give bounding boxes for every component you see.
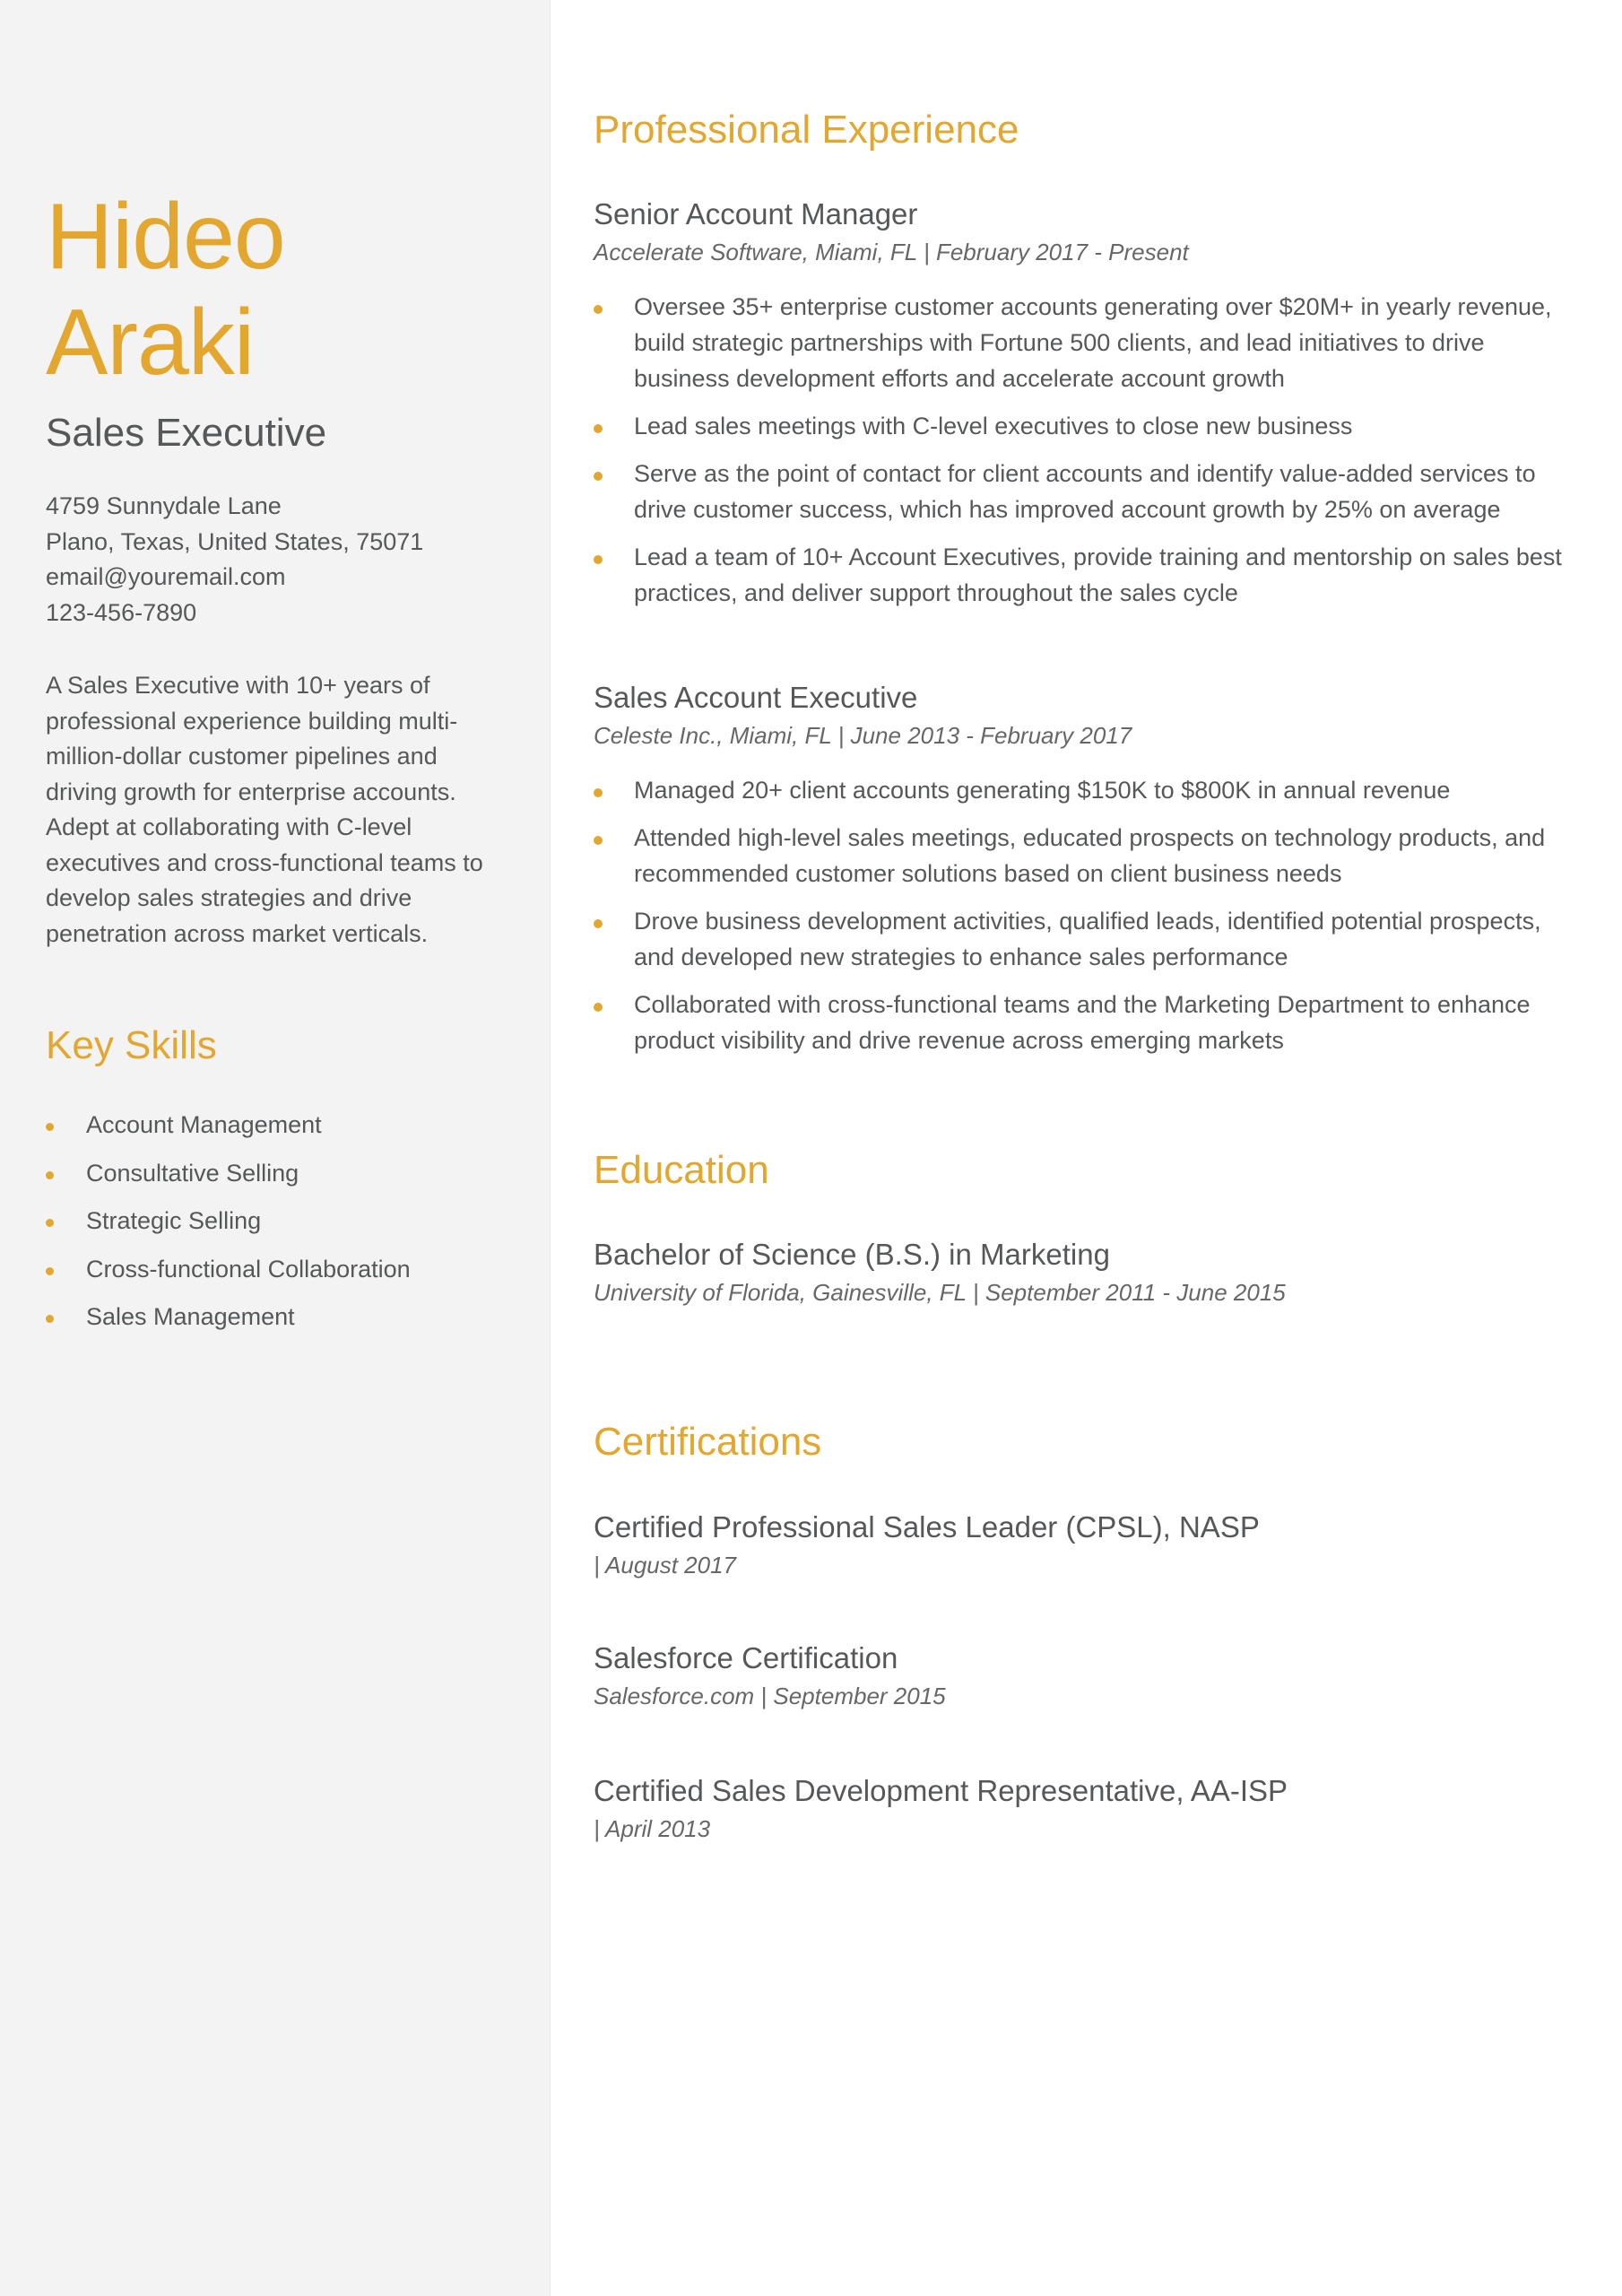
bullet-item: Oversee 35+ enterprise customer accounts generating over $20M+ in yearly revenue, build strategic partnerships with Fortune 500 clients, and lead initiatives to drive business development efforts and accelerate account growth <box>594 289 1580 396</box>
education-heading: Education <box>594 1148 769 1192</box>
certification-name: Salesforce Certification <box>594 1641 898 1674</box>
job-bullets <box>594 289 1580 611</box>
bullet-item: Lead a team of 10+ Account Executives, provide training and mentorship on sales best practices, and deliver support throughout the sales cycle <box>594 539 1580 611</box>
skill-item: Account Management <box>46 1108 411 1156</box>
skill-item: Cross-functional Collaboration <box>46 1252 411 1300</box>
experience-heading: Professional Experience <box>594 108 1019 152</box>
email: email@youremail.com <box>46 563 286 590</box>
address-line-2: Plano, Texas, United States, 75071 <box>46 527 424 555</box>
professional-summary: A Sales Executive with 10+ years of professional experience building multi-million-dollar customer pipelines and driving growth for enterprise accounts. Adept at collaborating with C-level executives and cross-functional teams to develop sales strategies and drive penetration across market verticals. <box>46 672 483 947</box>
skills-list <box>46 1108 411 1348</box>
bullet-item: Managed 20+ client accounts generating $150K to $800K in annual revenue <box>594 772 1580 808</box>
certification-meta: | August 2017 <box>594 1552 737 1578</box>
skill-item: Strategic Selling <box>46 1204 411 1252</box>
bullet-item: Serve as the point of contact for client accounts and identify value-added services to drive customer success, which has improved account growth by 25% on average <box>594 456 1580 527</box>
certifications-section <box>594 1415 1580 1469</box>
address-line-1: 4759 Sunnydale Lane <box>46 492 282 519</box>
education-section <box>594 1144 1580 1197</box>
education-entry <box>594 1234 1580 1309</box>
job-meta: Celeste Inc., Miami, FL | June 2013 - February 2017 <box>594 722 1132 749</box>
candidate-name <box>46 184 285 396</box>
certification-entry <box>594 1638 1580 1713</box>
skill-item: Sales Management <box>46 1300 411 1348</box>
phone: 123-456-7890 <box>46 598 197 626</box>
bullet-item: Collaborated with cross-functional teams and the Marketing Department to enhance product visibility and drive revenue across emerging markets <box>594 987 1580 1058</box>
job-title: Sales Executive <box>46 411 327 455</box>
sidebar <box>0 0 551 2296</box>
job-meta: Accelerate Software, Miami, FL | February 2017 - Present <box>594 239 1189 265</box>
education-meta: University of Florida, Gainesville, FL | September 2011 - June 2015 <box>594 1279 1286 1306</box>
bullet-item: Attended high-level sales meetings, educated prospects on technology products, and recommended customer solutions based on client business needs <box>594 820 1580 891</box>
experience-section <box>594 103 1580 157</box>
job-entry <box>594 194 1580 622</box>
first-name: Hideo <box>46 185 285 289</box>
degree-title: Bachelor of Science (B.S.) in Marketing <box>594 1238 1110 1271</box>
main-content <box>594 0 1580 2296</box>
key-skills-heading: Key Skills <box>46 1023 217 1067</box>
certification-entry <box>594 1507 1580 1582</box>
job-bullets <box>594 772 1580 1058</box>
bullet-item: Lead sales meetings with C-level executives to close new business <box>594 408 1580 444</box>
certification-name: Certified Professional Sales Leader (CPSL), NASP <box>594 1510 1260 1544</box>
last-name: Araki <box>46 291 254 395</box>
certification-name: Certified Sales Development Representative, AA-ISP <box>594 1774 1288 1807</box>
job-role-title: Sales Account Executive <box>594 681 918 714</box>
contact-info <box>46 489 423 631</box>
certification-meta: Salesforce.com | September 2015 <box>594 1683 946 1709</box>
certifications-heading: Certifications <box>594 1420 822 1464</box>
certification-meta: | April 2013 <box>594 1815 711 1842</box>
skill-item: Consultative Selling <box>46 1156 411 1205</box>
job-role-title: Senior Account Manager <box>594 197 918 230</box>
certification-entry <box>594 1770 1580 1846</box>
bullet-item: Drove business development activities, qualified leads, identified potential prospects, and developed new strategies to enhance sales performance <box>594 903 1580 975</box>
job-entry <box>594 677 1580 1070</box>
